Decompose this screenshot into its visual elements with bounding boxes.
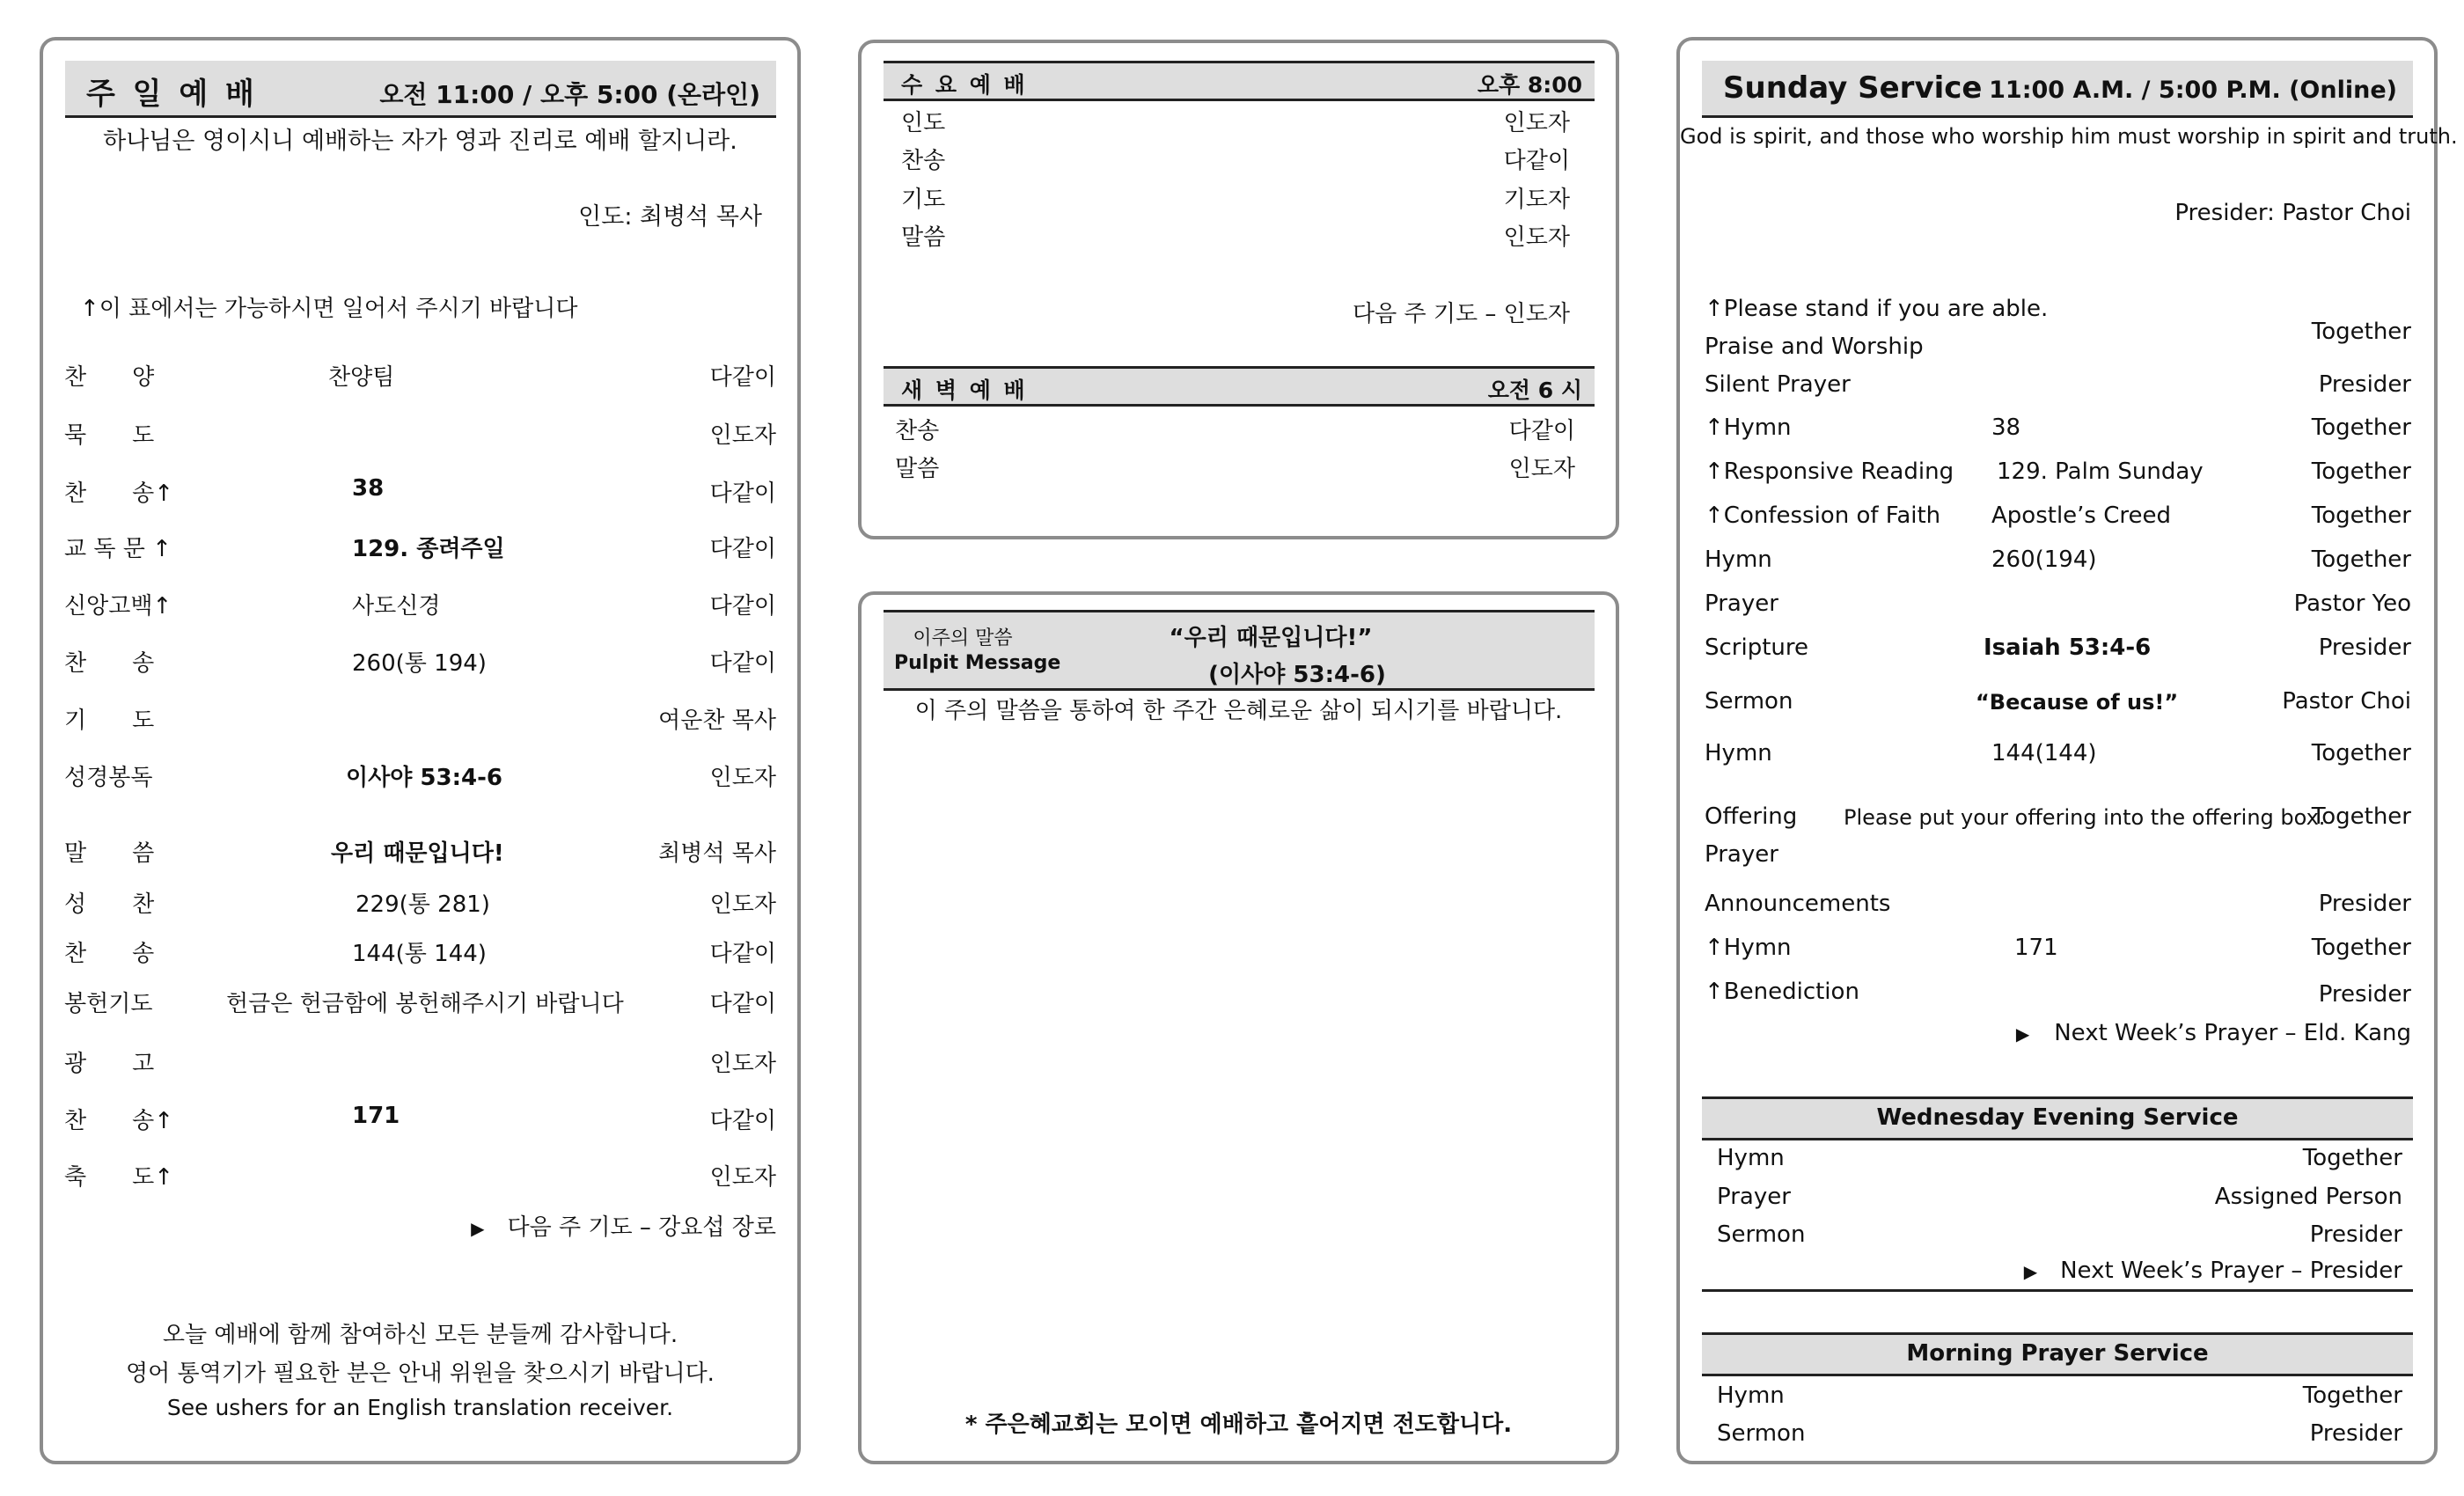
order-item-name: 찬 송↑ [64,480,174,507]
order-item-name: ↑Confession of Faith [1705,502,1941,529]
order-item-name: ↑Hymn [1705,935,1792,961]
korean-sunday-stand-note: ↑이 표에서는 가능하시면 일어서 주시기 바랍니다 [80,296,578,322]
english-sunday-header [1702,61,2413,118]
order-item-leader: Presider [2318,634,2411,661]
order-item-detail: 129. Palm Sunday [1997,458,2204,485]
korean-sunday-presider: 인도: 최병석 목사 [578,203,762,231]
order-item-detail: 260(194) [1991,546,2097,573]
order-item-name: 말 씀 [64,840,155,867]
korean-weekday-panel [858,40,1619,539]
korean-wednesday-header [884,61,1595,101]
order-item-name: Sermon [1717,1221,1806,1248]
order-item-name: 찬송 [901,148,946,174]
order-item-detail: Please put your offering into the offering box. [1844,805,2326,830]
play-arrow-icon: ▶ [471,1218,485,1239]
english-sunday-next-prayer-text: Next Week’s Prayer – Eld. Kang [2054,1020,2411,1046]
order-item-leader: Together [2311,546,2411,573]
order-item-name: Silent Prayer [1705,371,1851,398]
order-item-leader: 인도자 [709,1051,776,1077]
english-wednesday-title: Wednesday Evening Service [1876,1104,2239,1131]
order-item-name: Offering [1705,803,1798,830]
english-panel [1676,37,2458,1464]
order-item-leader: 다같이 [709,941,776,967]
english-wednesday-header [1702,1096,2413,1140]
korean-sunday-title: 주 일 예 배 [86,77,258,112]
order-item-name: 찬 송↑ [64,1108,174,1134]
order-item-name: 찬 양 [64,364,155,391]
order-item-leader: 인도자 [709,1164,776,1191]
order-item-detail: 144(통 144) [352,941,487,967]
pulpit-label-en: Pulpit Message [894,652,1061,674]
order-item-name: Prayer [1705,590,1778,617]
korean-wednesday-next-prayer: 다음 주 기도 – 인도자 [1353,301,1570,327]
order-item-detail: 이사야 53:4-6 [346,765,502,791]
order-item-leader: Together [2311,458,2411,485]
pulpit-message-panel [858,591,1619,1464]
order-item-name: 기도 [901,187,946,213]
korean-wednesday-time: 오후 8:00 [1477,72,1582,98]
play-arrow-icon: ▶ [2023,1261,2038,1282]
korean-sunday-thanks: 오늘 예배에 함께 참여하신 모든 분들께 감사합니다. [162,1322,678,1348]
order-item-detail: “Because of us!” [1976,690,2179,715]
order-item-leader: 다같이 [709,480,776,507]
english-sunday-verse: God is spirit, and those who worship him must worship in spirit and truth. [1680,124,2458,149]
order-item-detail: 171 [2014,935,2058,961]
order-item-name: 성경봉독 [64,765,153,791]
order-item-leader: Pastor Choi [2282,688,2411,715]
order-item-leader: 다같이 [1508,418,1575,444]
order-item-leader: Together [2302,1382,2402,1409]
order-item-name: 봉헌기도 [64,991,153,1017]
order-item-leader: Together [2311,803,2411,830]
order-item-leader: 인도자 [1508,456,1575,482]
order-item-leader: Presider [2309,1221,2402,1248]
divider [1702,1289,2413,1292]
order-item-name: 신앙고백↑ [64,593,172,620]
korean-dawn-time: 오전 6 시 [1487,378,1582,403]
order-item-leader: Pastor Yeo [2293,590,2411,617]
church-motto: * 주은혜교회는 모이면 예배하고 흩어지면 전도합니다. [964,1412,1513,1438]
order-item-leader: 인도자 [709,422,776,449]
order-item-detail: 헌금은 헌금함에 봉헌해주시기 바랍니다 [226,991,624,1017]
order-item-detail: 찬양팀 [328,364,395,391]
order-item-leader: 다같이 [709,991,776,1017]
order-item-leader: 인도자 [709,765,776,791]
play-arrow-icon: ▶ [2015,1023,2030,1045]
order-item-leader: 다같이 [709,364,776,391]
korean-dawn-header [884,366,1595,407]
pulpit-title: “우리 때문입니다!” [1169,625,1373,651]
order-item-leader: 인도자 [1503,110,1570,136]
korean-sunday-translation-en: See ushers for an English translation receiver. [166,1395,674,1420]
order-item-name: Scripture [1705,634,1809,661]
order-item-name: 교 독 문 ↑ [64,536,172,562]
order-item-name: Sermon [1705,688,1793,715]
order-item-detail: 171 [352,1103,400,1129]
order-item-detail: 129. 종려주일 [352,536,505,562]
english-sunday-time: 11:00 A.M. / 5:00 P.M. (Online) [1989,77,2397,104]
order-item-name: 축 도↑ [64,1164,174,1191]
order-item-name: Hymn [1705,546,1772,573]
order-item-leader: 인도자 [1503,224,1570,251]
english-sunday-presider: Presider: Pastor Choi [2174,200,2411,226]
order-item-leader: Presider [2318,891,2411,917]
order-item-leader: 다같이 [709,1108,776,1134]
order-item-name: Sermon [1717,1420,1806,1447]
order-item-name: Prayer [1717,1184,1791,1210]
order-item-leader: 여운찬 목사 [658,708,776,734]
order-item-name: 찬 송 [64,650,155,677]
english-sunday-next-prayer [2016,1020,2411,1046]
order-item-name: 묵 도 [64,422,155,449]
order-item-leader: 다같이 [1503,148,1570,174]
order-item-name: ↑Benediction [1705,979,1859,1005]
order-item-leader: Together [2311,740,2411,766]
order-item-leader: 다같이 [709,650,776,677]
english-morning-header [1702,1332,2413,1376]
order-item-leader: 기도자 [1503,187,1570,213]
english-sunday-title: Sunday Service [1723,70,1983,106]
order-item-leader: 다같이 [709,536,776,562]
order-item-name: Hymn [1717,1145,1785,1171]
english-wednesday-next-prayer-text: Next Week’s Prayer – Presider [2060,1258,2402,1284]
korean-sunday-header [65,61,776,118]
korean-sunday-translation-ko: 영어 통역기가 필요한 분은 안내 위원을 찾으시기 바랍니다. [126,1360,715,1387]
order-item-name: 인도 [901,110,946,136]
order-item-detail: Isaiah 53:4-6 [1984,634,2152,661]
order-item-name: ↑Hymn [1705,414,1792,441]
korean-sunday-time: 오전 11:00 / 오후 5:00 (온라인) [379,80,760,109]
pulpit-blessing: 이 주의 말씀을 통하여 한 주간 은혜로운 삶이 되시기를 바랍니다. [914,698,1563,724]
order-item-leader: Together [2311,502,2411,529]
order-item-name: Hymn [1717,1382,1785,1409]
korean-dawn-title: 새 벽 예 배 [901,378,1028,403]
korean-sunday-next-prayer-text: 다음 주 기도 – 강요섭 장로 [507,1214,776,1241]
order-item-leader: 최병석 목사 [658,840,776,867]
order-item-name: 말씀 [901,224,946,251]
order-item-leader: Presider [2318,981,2411,1008]
order-item-name: 기 도 [64,708,155,734]
order-item-detail: 260(통 194) [352,650,487,677]
pulpit-header [884,610,1595,691]
order-item-leader: Presider [2318,371,2411,398]
order-item-leader: Together [2311,935,2411,961]
order-item-leader: 다같이 [709,593,776,620]
order-item-leader: 인도자 [709,891,776,918]
english-wednesday-next-prayer [2024,1258,2402,1284]
order-item-detail: 229(통 281) [356,891,490,918]
order-item-name: Hymn [1705,740,1772,766]
pulpit-label-ko: 이주의 말씀 [913,627,1013,649]
order-item-detail: 144(144) [1991,740,2097,766]
order-item-name: 성 찬 [64,891,155,918]
order-item-detail: 사도신경 [352,593,441,620]
order-item-leader: Assigned Person [2214,1184,2402,1210]
order-item-name: ↑Responsive Reading [1705,458,1954,485]
order-item-name: 말씀 [895,456,940,482]
order-item-leader: Together [2311,319,2411,345]
english-morning-title: Morning Prayer Service [1906,1340,2209,1367]
order-item-leader: Together [2302,1145,2402,1171]
order-item-detail: 38 [1991,414,2021,441]
pulpit-reference: (이사야 53:4-6) [1208,662,1386,688]
order-item-leader: Presider [2309,1420,2402,1447]
korean-wednesday-title: 수 요 예 배 [901,72,1028,98]
order-item-name: 광 고 [64,1051,155,1077]
korean-sunday-verse: 하나님은 영이시니 예배하는 자가 영과 진리로 예배 할지니라. [103,128,737,155]
order-item-name: Praise and Worship [1705,334,1924,360]
order-item-name: Prayer [1705,841,1778,868]
korean-sunday-next-prayer [471,1209,776,1242]
korean-sunday-panel [40,37,801,1464]
order-item-name: Announcements [1705,891,1891,917]
order-item-name: 찬 송 [64,941,155,967]
order-item-detail: Apostle’s Creed [1991,502,2172,529]
order-item-name: 찬송 [895,418,940,444]
order-item-detail: 우리 때문입니다! [331,840,504,867]
order-item-detail: 38 [352,475,385,502]
order-item-leader: Together [2311,414,2411,441]
english-sunday-stand-note: ↑Please stand if you are able. [1705,296,2049,322]
